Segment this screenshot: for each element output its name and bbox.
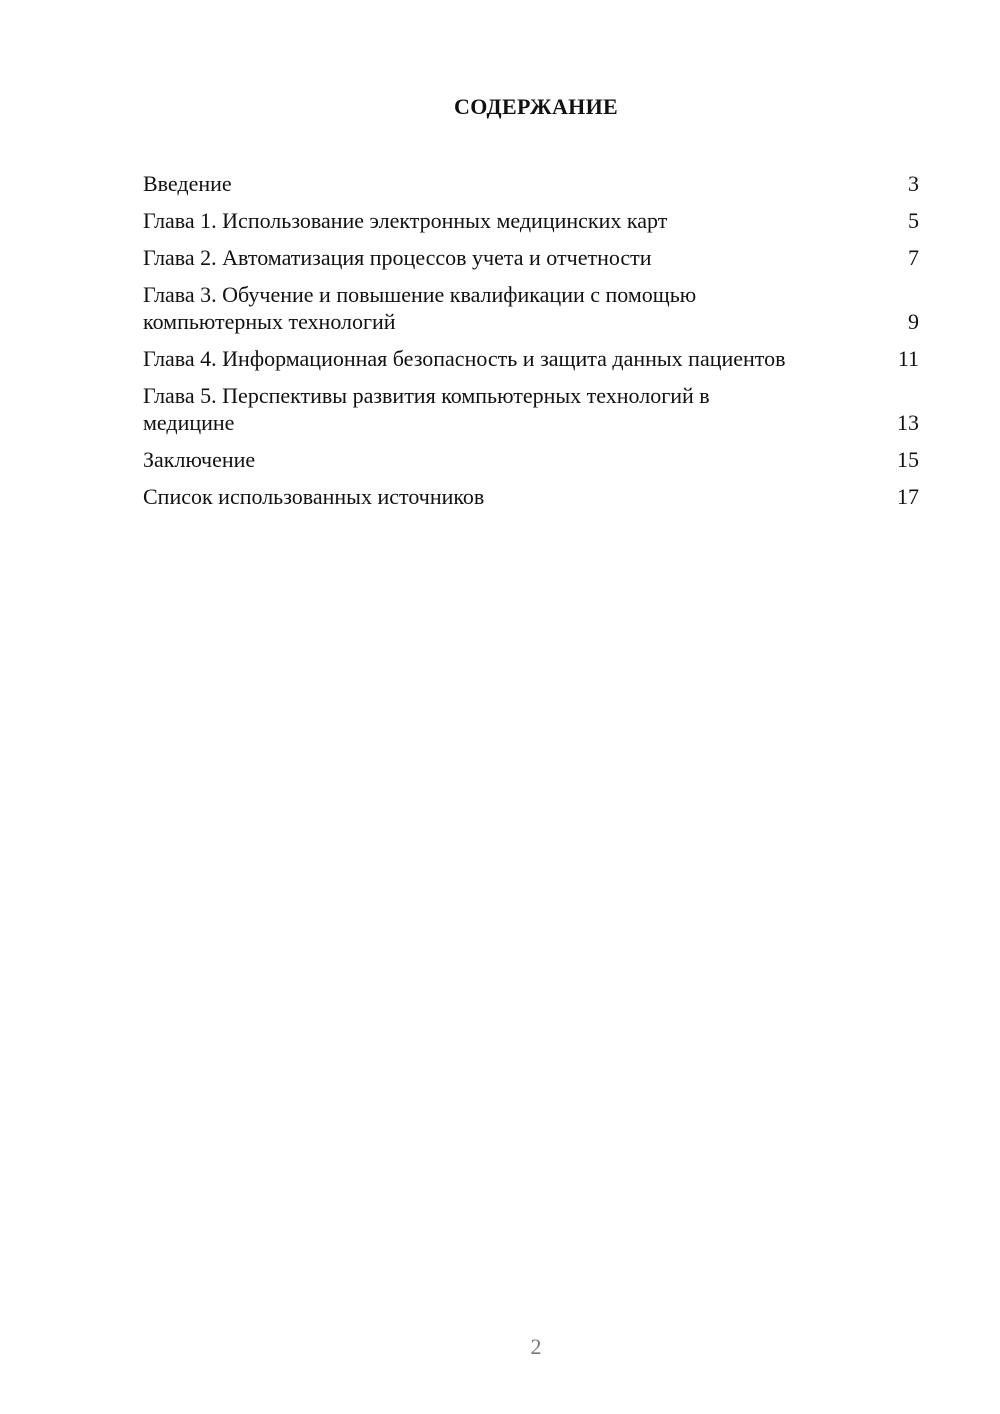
toc-entry-page: 5 — [908, 208, 919, 233]
toc-entry-chapter-4[interactable] — [143, 345, 919, 372]
toc-entry-title: Глава 3. Обучение и повышение квалификации с помощью компьютерных технологий — [143, 282, 697, 334]
toc-entry-page: 7 — [908, 245, 919, 270]
toc-entry-conclusion[interactable] — [143, 446, 919, 473]
toc-entry-page: 13 — [897, 410, 919, 435]
toc-entry-title: Глава 4. Информационная безопасность и защита данных пациентов — [143, 346, 786, 371]
toc-entry-title: Глава 1. Использование электронных медицинских карт — [143, 208, 668, 233]
toc-entry-references[interactable] — [143, 483, 919, 510]
toc-entry-chapter-3[interactable] — [143, 281, 919, 335]
toc-entry-page: 11 — [897, 346, 919, 371]
toc-entry-page: 3 — [908, 171, 919, 196]
toc-entry-chapter-5[interactable] — [143, 382, 919, 436]
toc-entry-title: Введение — [143, 171, 232, 196]
toc-entry-page: 9 — [908, 309, 919, 334]
table-of-contents — [143, 170, 919, 520]
page-number: 2 — [530, 1334, 542, 1359]
toc-entry-title: Заключение — [143, 447, 256, 472]
toc-entry-page: 17 — [897, 484, 919, 509]
page-title: СОДЕРЖАНИЕ — [454, 94, 618, 119]
toc-entry-page: 15 — [897, 447, 919, 472]
toc-entry-title: Глава 2. Автоматизация процессов учета и отчетности — [143, 245, 652, 270]
toc-entry-chapter-2[interactable] — [143, 244, 919, 271]
toc-entry-introduction[interactable] — [143, 170, 919, 197]
toc-entry-title: Список использованных источников — [143, 484, 485, 509]
toc-entry-chapter-1[interactable] — [143, 207, 919, 234]
toc-entry-title: Глава 5. Перспективы развития компьютерных технологий в медицине — [143, 383, 710, 435]
